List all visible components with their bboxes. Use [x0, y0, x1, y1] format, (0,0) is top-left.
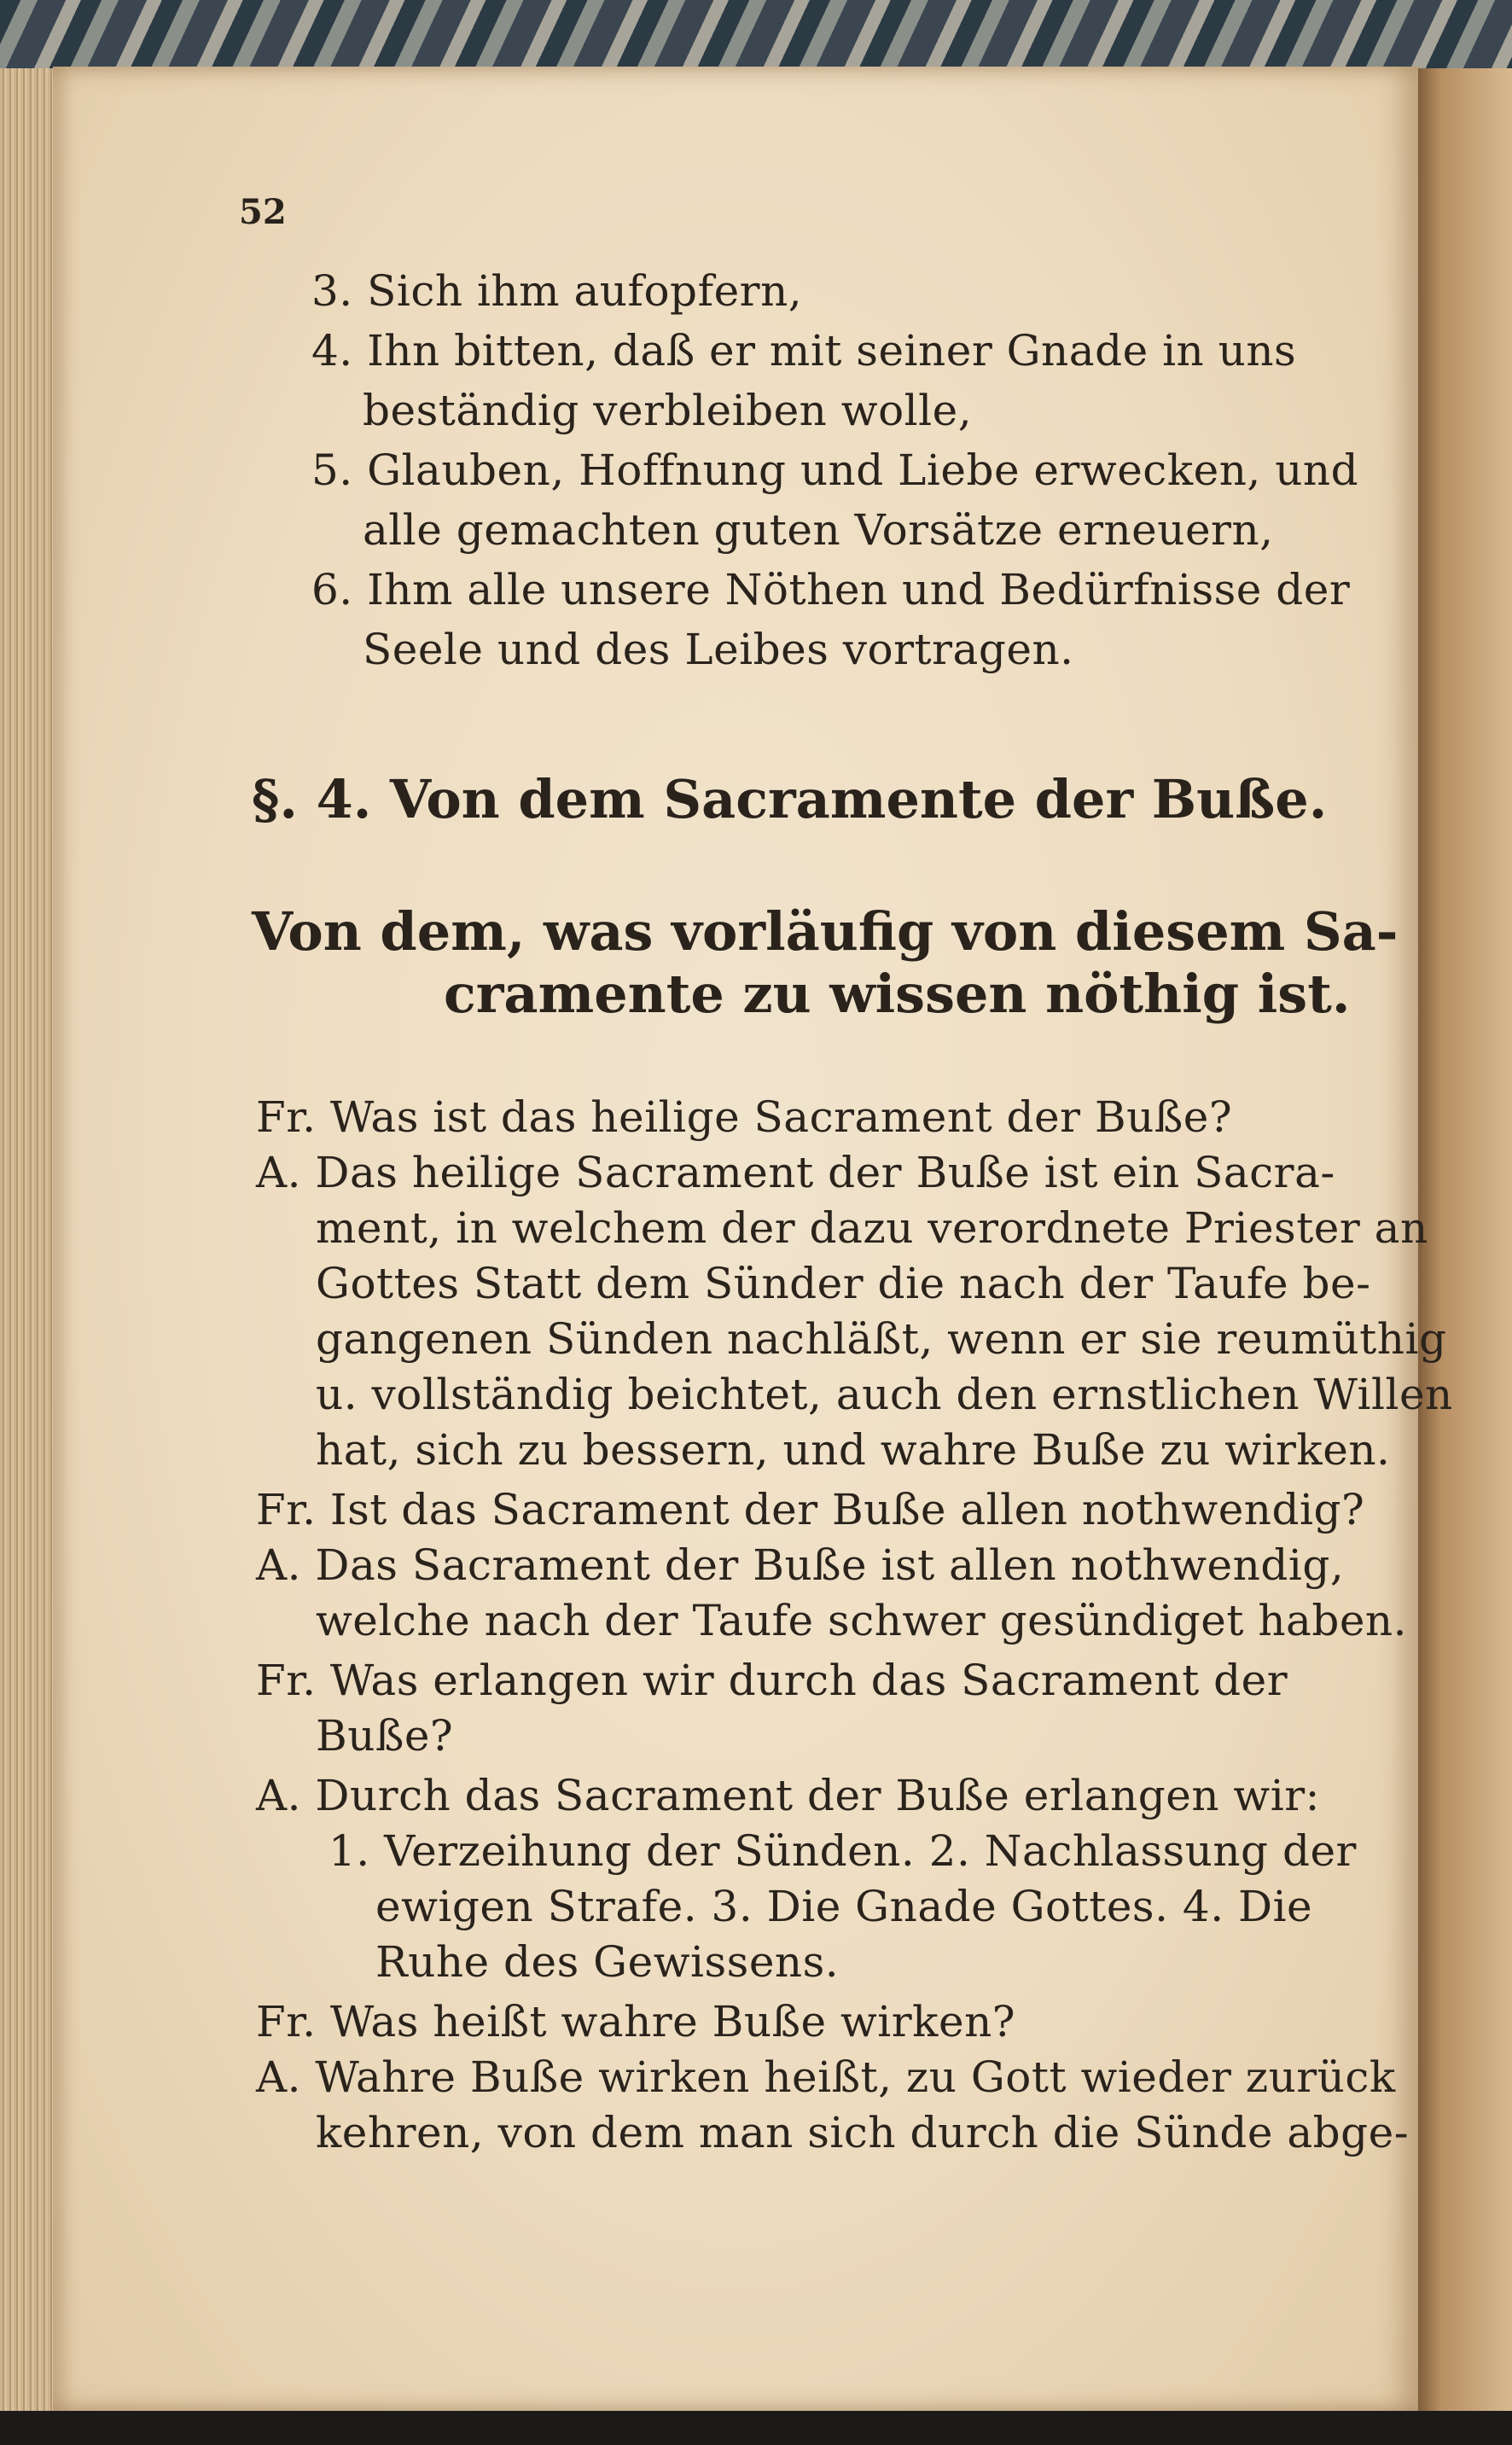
qa-line: gangenen Sünden nachläßt, wenn er sie reumüthig — [316, 1314, 1447, 1364]
list-item: beständig verbleiben wolle, — [363, 386, 973, 435]
qa-line: Ruhe des Gewissens. — [375, 1937, 840, 1987]
list-item: Seele und des Leibes vortragen. — [363, 625, 1074, 674]
list-item: 5. Glauben, Hoffnung und Liebe erwecken, und — [311, 445, 1359, 495]
qa-line: 1. Verzeihung der Sünden. 2. Nachlassung der — [329, 1826, 1357, 1876]
list-item: alle gemachten guten Vorsätze erneuern, — [363, 505, 1274, 555]
qa-line: A. Das heilige Sacrament der Buße ist ein Sacra- — [256, 1148, 1335, 1197]
qa-line: u. vollständig beichtet, auch den ernstlichen Willen — [316, 1370, 1453, 1419]
qa-line: Fr. Ist das Sacrament der Buße allen nothwendig? — [256, 1485, 1365, 1534]
qa-line: hat, sich zu bessern, und wahre Buße zu wirken. — [316, 1425, 1391, 1475]
qa-line: Buße? — [316, 1711, 454, 1761]
section-heading: §. 4. Von dem Sacramente der Buße. — [252, 768, 1328, 830]
qa-line: A. Das Sacrament der Buße ist allen nothwendig, — [256, 1540, 1345, 1590]
qa-line: kehren, von dem man sich durch die Sünde abge- — [316, 2108, 1410, 2157]
qa-line: A. Durch das Sacrament der Buße erlangen wir: — [256, 1771, 1320, 1820]
subheading-line: cramente zu wissen nöthig ist. — [444, 963, 1351, 1025]
qa-line: Fr. Was heißt wahre Buße wirken? — [256, 1997, 1016, 2046]
qa-line: Fr. Was erlangen wir durch das Sacrament der — [256, 1656, 1288, 1705]
qa-line: ment, in welchem der dazu verordnete Priester an — [316, 1203, 1428, 1253]
list-item: 3. Sich ihm aufopfern, — [311, 266, 803, 316]
qa-line: A. Wahre Buße wirken heißt, zu Gott wieder zurück — [256, 2052, 1396, 2102]
page-number: 52 — [239, 192, 287, 232]
qa-line: ewigen Strafe. 3. Die Gnade Gottes. 4. Die — [375, 1882, 1313, 1931]
list-item: 4. Ihn bitten, daß er mit seiner Gnade in uns — [311, 326, 1297, 375]
qa-line: Fr. Was ist das heilige Sacrament der Buße? — [256, 1092, 1233, 1142]
subheading-line: Von dem, was vorläufig von diesem Sa- — [252, 900, 1399, 963]
qa-line: Gottes Statt dem Sünder die nach der Taufe be- — [316, 1259, 1371, 1308]
qa-line: welche nach der Taufe schwer gesündiget haben. — [316, 1596, 1408, 1645]
list-item: 6. Ihm alle unsere Nöthen und Bedürfnisse der — [311, 565, 1351, 614]
